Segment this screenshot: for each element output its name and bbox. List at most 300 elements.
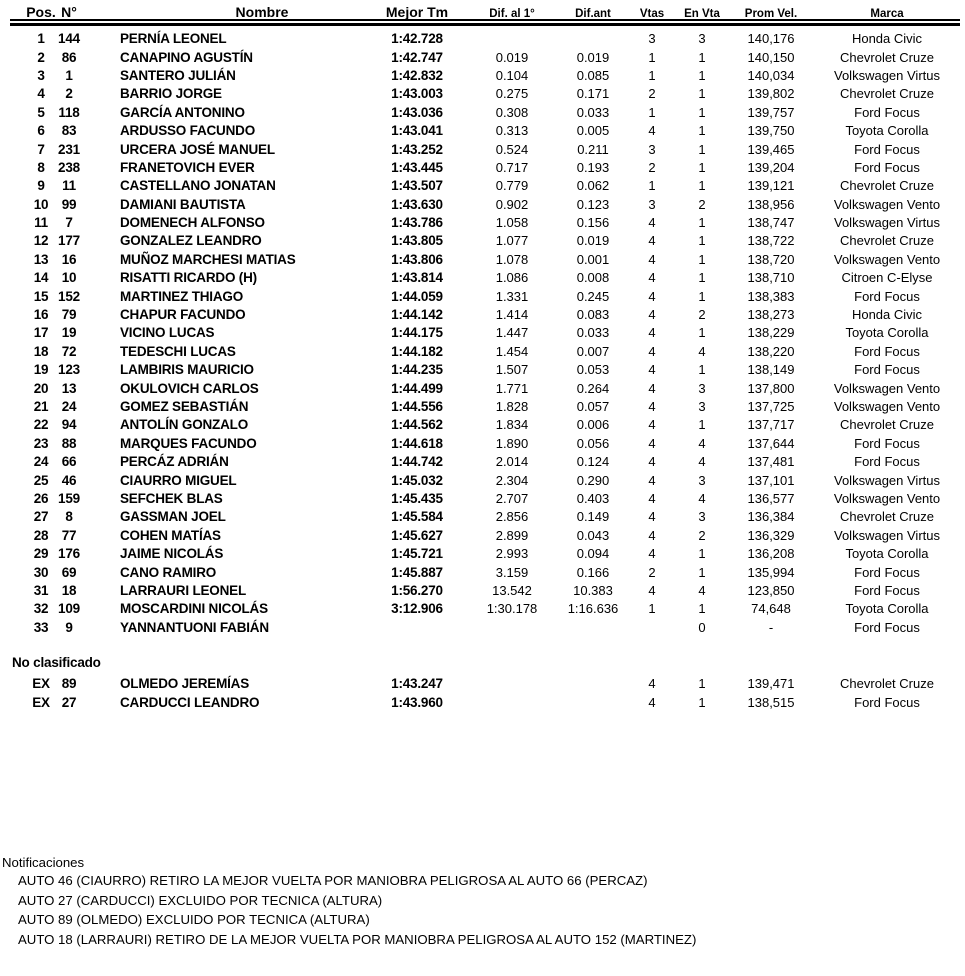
cell-prom: 139,465 — [747, 141, 795, 157]
cell-dif1: 2.899 — [495, 527, 529, 543]
table-row — [26, 324, 965, 342]
cell-nombre: CIAURRO MIGUEL — [120, 472, 237, 488]
cell-dif1: 0.313 — [495, 123, 529, 139]
cell-prom: 138,515 — [747, 695, 795, 710]
table-row — [26, 30, 965, 48]
cell-num: 238 — [58, 159, 80, 175]
cell-prom: 137,717 — [747, 417, 795, 433]
cell-prom: 140,176 — [747, 31, 795, 47]
cell-difant: 0.083 — [576, 307, 610, 323]
cell-difant — [562, 30, 624, 48]
cell-mejor: 1:44.235 — [391, 362, 443, 378]
cell-mejor: 1:43.630 — [391, 196, 443, 212]
cell-prom: 138,722 — [747, 233, 795, 249]
cell-marca: Ford Focus — [854, 435, 920, 451]
notification-item: AUTO 18 (LARRAURI) RETIRO DE LA MEJOR VUELTA POR MANIOBRA PELIGROSA AL AUTO 152 (MARTINEZ) — [18, 931, 697, 947]
cell-num: 18 — [61, 582, 77, 598]
table-row — [26, 581, 965, 599]
cell-mejor: 1:44.562 — [391, 417, 443, 433]
cell-nombre: CHAPUR FACUNDO — [120, 307, 246, 323]
cell-prom: 140,034 — [747, 67, 795, 83]
cell-pos: 28 — [33, 527, 49, 543]
cell-dif1: 2.856 — [495, 509, 529, 525]
col-header-mejor-tm: Mejor Tm — [385, 4, 449, 20]
cell-difant: 0.005 — [576, 123, 610, 139]
cell-vtas: 1 — [648, 49, 656, 65]
cell-envta: 2 — [698, 527, 706, 543]
cell-marca: Chevrolet Cruze — [840, 178, 934, 194]
cell-envta: 1 — [698, 233, 706, 249]
cell-marca: Volkswagen Vento — [833, 490, 941, 506]
table-row — [26, 544, 965, 562]
cell-num: 89 — [61, 676, 77, 691]
cell-num: 19 — [61, 325, 77, 341]
cell-prom: 137,644 — [747, 435, 795, 451]
cell-pos: 30 — [33, 564, 49, 580]
cell-envta: 1 — [698, 67, 706, 83]
cell-mejor: 1:45.627 — [391, 527, 443, 543]
cell-nombre: CARDUCCI LEANDRO — [120, 695, 260, 710]
cell-difant: 0.043 — [576, 527, 610, 543]
cell-envta: 1 — [698, 546, 706, 562]
cell-num: 176 — [58, 546, 80, 562]
cell-pos: 6 — [37, 123, 45, 139]
cell-vtas: 2 — [648, 564, 656, 580]
cell-marca: Volkswagen Vento — [833, 380, 941, 396]
cell-dif1 — [462, 30, 562, 48]
cell-num: 24 — [61, 399, 77, 414]
cell-vtas: 4 — [648, 490, 656, 506]
cell-nombre: URCERA JOSÉ MANUEL — [120, 141, 275, 157]
cell-difant: 0.033 — [576, 325, 610, 341]
cell-num: 16 — [61, 251, 77, 267]
cell-nombre: RISATTI RICARDO (H) — [120, 270, 257, 286]
table-row — [26, 361, 965, 379]
cell-vtas — [624, 618, 680, 636]
table-row — [26, 121, 965, 139]
cell-marca: Ford Focus — [854, 104, 920, 120]
cell-marca: Volkswagen Vento — [833, 251, 941, 267]
cell-pos: 32 — [33, 601, 49, 617]
cell-difant: 1:16.636 — [567, 601, 619, 617]
table-row — [26, 489, 965, 507]
cell-nombre: PERNÍA LEONEL — [120, 31, 227, 47]
cell-dif1: 1.834 — [495, 417, 529, 433]
cell-mejor: 1:45.032 — [391, 472, 443, 488]
cell-dif1: 2.993 — [495, 546, 529, 562]
cell-vtas: 4 — [648, 307, 656, 323]
cell-prom: 139,121 — [747, 178, 795, 194]
cell-envta: 1 — [698, 601, 706, 617]
cell-num: 7 — [65, 215, 73, 231]
cell-difant: 0.062 — [576, 178, 610, 194]
cell-difant: 0.171 — [576, 86, 610, 102]
cell-envta: 1 — [698, 251, 706, 267]
cell-prom: 138,956 — [747, 196, 795, 212]
cell-dif1: 2.014 — [495, 454, 529, 470]
table-row — [26, 434, 965, 452]
cell-dif1: 1.771 — [495, 380, 529, 396]
cell-mejor: 1:43.445 — [391, 159, 443, 175]
cell-envta: 1 — [698, 564, 706, 580]
cell-nombre: LARRAURI LEONEL — [120, 582, 246, 598]
cell-num: 99 — [61, 196, 77, 212]
cell-vtas: 4 — [648, 695, 656, 710]
cell-num: 83 — [61, 123, 77, 139]
cell-nombre: OLMEDO JEREMÍAS — [120, 676, 250, 691]
cell-prom: 139,471 — [747, 676, 795, 691]
cell-marca: Chevrolet Cruze — [840, 676, 934, 691]
cell-num: 69 — [61, 564, 77, 580]
cell-prom: 139,802 — [747, 86, 795, 102]
cell-dif1: 1.078 — [495, 251, 529, 267]
notification-item: AUTO 46 (CIAURRO) RETIRO LA MEJOR VUELTA POR MANIOBRA PELIGROSA AL AUTO 66 (PERCAZ) — [18, 873, 648, 888]
cell-marca: Chevrolet Cruze — [840, 509, 934, 525]
cell-pos: 27 — [33, 509, 49, 525]
cell-envta: 4 — [698, 490, 706, 506]
cell-mejor: 1:42.728 — [391, 31, 443, 47]
cell-prom: 137,481 — [747, 454, 795, 470]
table-row — [26, 563, 965, 581]
cell-marca: Ford Focus — [854, 141, 920, 157]
cell-prom: 137,800 — [747, 380, 795, 396]
cell-pos: 11 — [34, 215, 48, 231]
cell-difant — [562, 693, 624, 712]
cell-dif1: 1.507 — [495, 362, 529, 378]
excluded-table — [26, 674, 965, 712]
cell-nombre: MOSCARDINI NICOLÁS — [120, 601, 268, 617]
cell-mejor: 1:45.721 — [391, 546, 443, 562]
col-header-marca: Marca — [870, 8, 904, 20]
cell-num: 159 — [58, 490, 80, 506]
cell-vtas: 4 — [648, 582, 656, 598]
cell-dif1: 1.454 — [495, 343, 529, 359]
cell-pos: 10 — [33, 196, 49, 212]
cell-num: 1 — [65, 67, 73, 83]
cell-marca: Toyota Corolla — [845, 325, 929, 341]
cell-prom: 74,648 — [751, 601, 791, 617]
cell-nombre: CANO RAMIRO — [120, 564, 217, 580]
cell-difant: 0.264 — [576, 380, 610, 396]
table-row — [26, 250, 965, 268]
col-header-dif-al-1: Dif. al 1° — [489, 8, 535, 20]
cell-dif1: 0.019 — [495, 49, 529, 65]
cell-vtas: 4 — [648, 435, 656, 451]
cell-vtas: 4 — [648, 509, 656, 525]
cell-difant: 0.019 — [576, 233, 610, 249]
cell-pos: 25 — [33, 472, 49, 488]
col-header-pos: Pos. — [26, 4, 56, 20]
table-row — [26, 213, 965, 231]
cell-nombre: ARDUSSO FACUNDO — [120, 123, 256, 139]
cell-nombre: GASSMAN JOEL — [120, 509, 226, 525]
cell-dif1: 1.086 — [495, 270, 529, 286]
cell-vtas: 3 — [648, 141, 656, 157]
cell-pos: 8 — [37, 159, 45, 175]
cell-envta: 1 — [698, 325, 706, 341]
cell-difant: 0.290 — [576, 472, 610, 488]
cell-vtas: 2 — [648, 86, 656, 102]
cell-marca: Citroen C-Elyse — [841, 270, 933, 286]
cell-nombre: GONZALEZ LEANDRO — [120, 233, 262, 249]
cell-dif1: 0.104 — [495, 67, 529, 83]
cell-difant: 0.123 — [576, 196, 610, 212]
col-header-prom-vel: Prom Vel. — [744, 8, 798, 20]
cell-envta: 4 — [698, 343, 706, 359]
cell-envta: 2 — [698, 196, 706, 212]
cell-marca: Ford Focus — [854, 582, 920, 598]
cell-difant: 0.056 — [576, 435, 610, 451]
cell-prom: 139,750 — [747, 123, 795, 139]
cell-nombre: BARRIO JORGE — [120, 86, 222, 102]
cell-envta: 1 — [698, 288, 706, 304]
cell-num: 177 — [58, 233, 80, 249]
cell-nombre: DAMIANI BAUTISTA — [120, 196, 246, 212]
cell-difant: 0.149 — [576, 509, 610, 525]
notifications-title: Notificaciones — [2, 855, 85, 870]
cell-dif1: 1.414 — [495, 307, 529, 323]
cell-envta: 1 — [698, 270, 706, 286]
cell-dif1: 3.159 — [495, 564, 529, 580]
cell-nombre: FRANETOVICH EVER — [120, 159, 255, 175]
cell-dif1: 0.524 — [495, 141, 529, 157]
notifications-section — [2, 855, 962, 949]
cell-vtas: 4 — [648, 676, 656, 691]
table-row — [26, 103, 965, 121]
cell-envta: 1 — [698, 159, 706, 175]
cell-prom: 136,384 — [747, 509, 795, 525]
cell-envta: 1 — [698, 86, 706, 102]
cell-dif1: 0.275 — [495, 86, 529, 102]
cell-pos: 3 — [37, 67, 45, 83]
cell-vtas: 1 — [648, 104, 656, 120]
cell-difant: 10.383 — [573, 582, 613, 598]
cell-envta: 3 — [698, 509, 706, 525]
table-row — [26, 232, 965, 250]
cell-difant — [562, 674, 624, 693]
cell-marca: Ford Focus — [854, 695, 920, 710]
cell-envta: 4 — [698, 454, 706, 470]
cell-marca: Toyota Corolla — [845, 546, 929, 562]
cell-pos: 24 — [33, 454, 49, 470]
cell-mejor: 1:45.887 — [391, 564, 443, 580]
cell-dif1 — [462, 674, 562, 693]
cell-dif1: 1.331 — [495, 288, 529, 304]
cell-difant: 0.156 — [576, 215, 610, 231]
cell-dif1: 1.828 — [495, 399, 529, 414]
cell-num: 123 — [58, 362, 80, 378]
cell-marca: Chevrolet Cruze — [840, 417, 934, 433]
cell-marca: Ford Focus — [854, 454, 920, 470]
cell-dif1: 0.779 — [495, 178, 529, 194]
cell-vtas: 4 — [648, 362, 656, 378]
table-row — [26, 85, 965, 103]
table-row — [26, 693, 965, 712]
cell-nombre: GARCÍA ANTONINO — [120, 104, 245, 120]
cell-dif1: 2.304 — [495, 472, 529, 488]
table-row — [26, 416, 965, 434]
cell-vtas: 2 — [648, 159, 656, 175]
cell-envta: 1 — [698, 104, 706, 120]
cell-vtas: 4 — [648, 343, 656, 359]
table-row — [26, 471, 965, 489]
cell-pos: 14 — [33, 270, 49, 286]
cell-pos: 26 — [33, 490, 49, 506]
cell-marca: Chevrolet Cruze — [840, 233, 934, 249]
col-header-en-vta: En Vta — [684, 8, 720, 20]
cell-marca: Toyota Corolla — [845, 601, 929, 617]
cell-pos: 17 — [33, 325, 49, 341]
cell-mejor: 1:43.252 — [391, 141, 443, 157]
table-row — [26, 600, 965, 618]
cell-vtas: 4 — [648, 325, 656, 341]
cell-pos: 2 — [37, 49, 45, 65]
cell-dif1: 0.717 — [495, 159, 529, 175]
cell-envta: 1 — [698, 362, 706, 378]
notifications-list — [2, 871, 962, 949]
header-divider — [10, 19, 960, 26]
cell-dif1: 1.447 — [495, 325, 529, 341]
cell-prom: 135,994 — [747, 564, 795, 580]
cell-marca: Ford Focus — [854, 619, 920, 635]
cell-nombre: ANTOLÍN GONZALO — [120, 417, 248, 433]
cell-nombre: YANNANTUONI FABIÁN — [120, 619, 269, 635]
cell-nombre: PERCÁZ ADRIÁN — [120, 454, 229, 470]
cell-difant: 0.211 — [577, 141, 609, 157]
cell-prom: 136,577 — [747, 490, 795, 506]
cell-envta: 1 — [698, 123, 706, 139]
cell-difant: 0.166 — [576, 564, 610, 580]
table-row — [26, 342, 965, 360]
cell-nombre: MARQUES FACUNDO — [120, 435, 257, 451]
cell-vtas: 4 — [648, 546, 656, 562]
cell-difant: 0.193 — [576, 159, 610, 175]
cell-mejor: 1:45.584 — [391, 509, 443, 525]
cell-vtas: 1 — [648, 601, 656, 617]
cell-pos: 18 — [33, 343, 49, 359]
cell-marca: Volkswagen Virtus — [834, 472, 940, 488]
cell-mejor: 1:43.507 — [391, 178, 443, 194]
cell-pos: 7 — [37, 141, 45, 157]
cell-mejor: 1:43.806 — [391, 251, 443, 267]
cell-pos: 20 — [33, 380, 49, 396]
cell-vtas: 1 — [648, 67, 656, 83]
table-row — [26, 526, 965, 544]
cell-nombre: OKULOVICH CARLOS — [120, 380, 259, 396]
table-row — [26, 452, 965, 470]
col-header-dif-ant: Dif.ant — [575, 8, 611, 20]
cell-nombre: CASTELLANO JONATAN — [120, 178, 276, 194]
cell-nombre: LAMBIRIS MAURICIO — [120, 362, 254, 378]
cell-prom: 138,383 — [747, 288, 795, 304]
cell-nombre: MARTINEZ THIAGO — [120, 288, 243, 304]
cell-difant: 0.094 — [576, 546, 610, 562]
col-header-nombre: Nombre — [235, 4, 289, 20]
cell-pos: 31 — [33, 582, 49, 598]
cell-nombre: JAIME NICOLÁS — [120, 546, 224, 562]
cell-num: 10 — [61, 270, 77, 286]
cell-difant: 0.001 — [576, 251, 610, 267]
cell-vtas: 4 — [648, 417, 656, 433]
cell-marca: Chevrolet Cruze — [840, 49, 934, 65]
cell-mejor: 1:43.036 — [391, 104, 443, 120]
cell-envta: 2 — [698, 307, 706, 323]
cell-prom: 123,850 — [747, 582, 795, 598]
table-row — [26, 379, 965, 397]
col-header-vtas: Vtas — [639, 8, 665, 20]
table-row — [26, 140, 965, 158]
cell-num: 9 — [65, 619, 73, 635]
cell-pos: 33 — [33, 619, 49, 635]
cell-pos: 22 — [33, 417, 49, 433]
cell-mejor: 1:45.435 — [391, 490, 443, 506]
cell-dif1: 2.707 — [495, 490, 529, 506]
cell-pos: EX — [32, 695, 50, 710]
cell-mejor: 1:44.618 — [391, 435, 443, 451]
cell-prom: 138,273 — [747, 307, 795, 323]
cell-envta: 3 — [698, 380, 706, 396]
cell-pos: 19 — [33, 362, 49, 378]
table-row — [26, 269, 965, 287]
table-row — [26, 66, 965, 84]
cell-nombre: MUÑOZ MARCHESI MATIAS — [120, 251, 296, 267]
table-row — [26, 305, 965, 323]
cell-dif1: 1.077 — [495, 233, 529, 249]
cell-prom: 139,757 — [747, 104, 795, 120]
cell-num: 118 — [58, 104, 80, 120]
cell-envta: 1 — [698, 49, 706, 65]
notification-item: AUTO 89 (OLMEDO) EXCLUIDO POR TECNICA (ALTURA) — [18, 912, 370, 928]
cell-mejor — [372, 618, 462, 636]
cell-vtas: 4 — [648, 251, 656, 267]
cell-num: 2 — [65, 86, 73, 102]
cell-difant: 0.085 — [576, 67, 610, 83]
cell-mejor: 1:44.059 — [391, 288, 443, 304]
cell-pos: 15 — [33, 288, 49, 304]
cell-pos: 1 — [37, 31, 45, 47]
cell-envta: 1 — [698, 178, 706, 194]
cell-vtas: 3 — [648, 31, 656, 47]
cell-dif1: 1:30.178 — [486, 601, 538, 617]
cell-difant: 0.403 — [576, 490, 610, 506]
cell-nombre: DOMENECH ALFONSO — [120, 215, 265, 231]
cell-pos: 5 — [37, 104, 45, 120]
cell-num: 72 — [61, 343, 77, 359]
cell-pos: 23 — [33, 435, 49, 451]
cell-num: 79 — [61, 307, 77, 323]
cell-mejor: 1:44.182 — [391, 343, 443, 359]
cell-mejor: 1:44.556 — [391, 399, 443, 414]
cell-prom: - — [768, 619, 774, 635]
cell-num: 109 — [58, 601, 80, 617]
table-row — [26, 177, 965, 195]
table-row — [26, 674, 965, 693]
cell-mejor: 1:44.142 — [391, 307, 443, 323]
cell-pos: 21 — [33, 399, 49, 414]
cell-marca: Ford Focus — [854, 288, 920, 304]
cell-mejor: 1:44.742 — [391, 454, 443, 470]
cell-marca: Chevrolet Cruze — [840, 86, 934, 102]
cell-prom: 136,208 — [747, 546, 795, 562]
cell-pos: 12 — [33, 233, 49, 249]
cell-nombre: SANTERO JULIÁN — [120, 67, 236, 83]
cell-difant: 0.124 — [576, 454, 610, 470]
cell-num: 88 — [61, 435, 77, 451]
cell-prom: 138,229 — [747, 325, 795, 341]
cell-difant — [562, 618, 624, 636]
cell-num: 86 — [61, 49, 77, 65]
table-row — [26, 195, 965, 213]
